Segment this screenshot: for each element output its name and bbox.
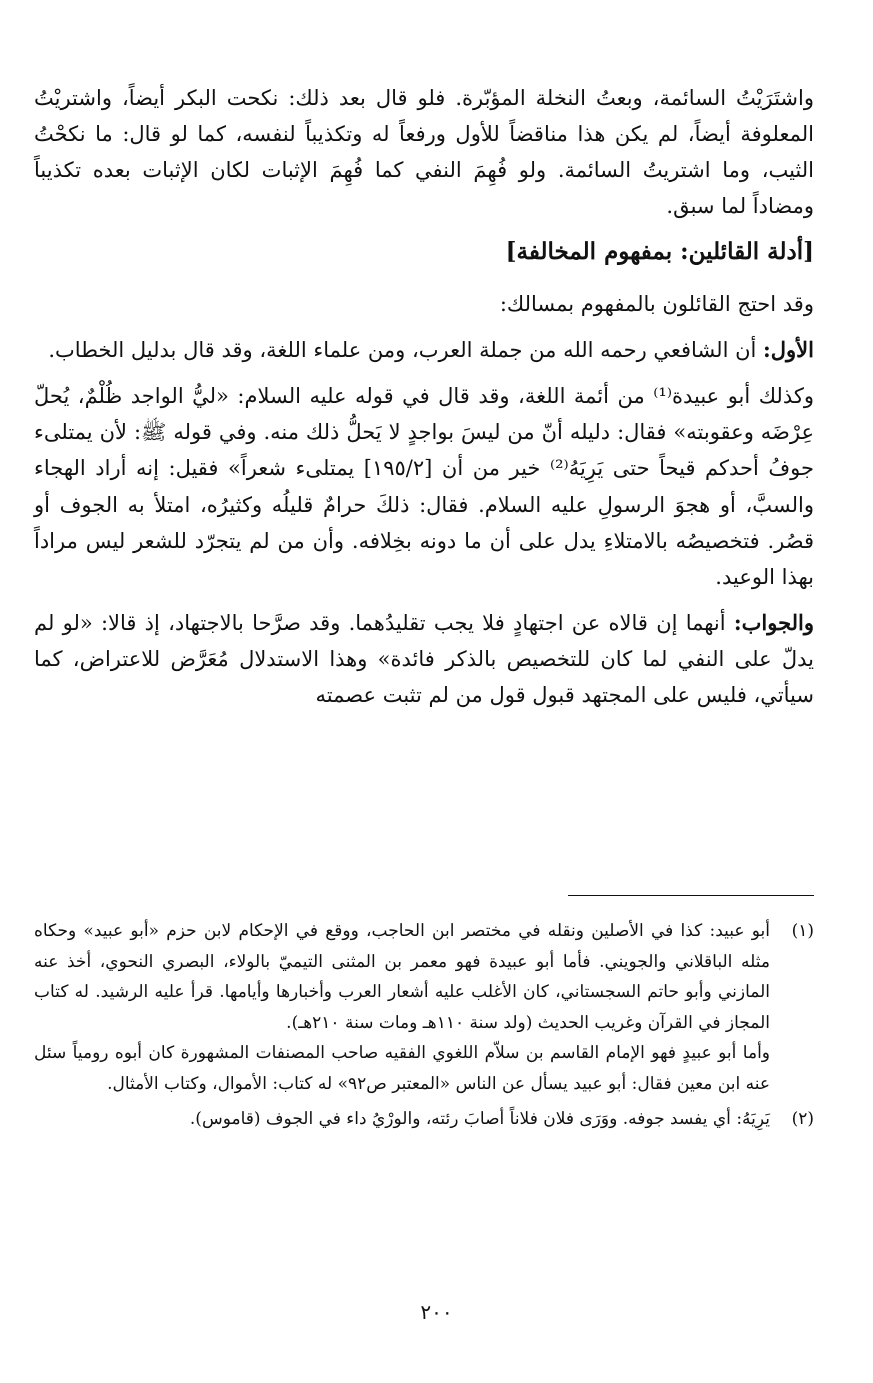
paragraph-lead-first: الأول: [763, 337, 814, 363]
footnote-paragraph: يَرِيَهُ: أي يفسد جوفه. ووَرَى فلان فلاناً أصابَ رئته، والورْيُ داء في الجوف (قاموس). [189, 1108, 770, 1129]
paragraph-continuation: واشتَرَيْتُ السائمة، وبعتُ النخلة المؤبّرة. فلو قال بعد ذلك: نكحت البكر أيضاً، واشتريْتُ المعلوفة أيضاً، لم يكن هذا مناقضاً للأول ورفعاً له وتكذيباً لنفسه، كما لو قال: ما نكحْتُ الثيب، وما اشتريتُ السائمة. ولو فُهِمَ النفي كما فُهِمَ الإثبات لكان الإثبات بعده تكذيباً ومضاداً لما سبق. [34, 86, 814, 219]
main-text [34, 80, 814, 723]
footnotes [34, 916, 814, 1138]
footnote [34, 1104, 814, 1135]
paragraph-lead-answer: والجواب: [733, 609, 814, 635]
footnote-divider [568, 895, 814, 896]
footnote-paragraph: أبو عبيد: كذا في الأصلين ونقله في مختصر ابن الحاجب، ووقع في الإحكام لابن حزم «أبو عبيد» وحكاه مثله الباقلاني والجويني. فأما أبو عبيدة فهو معمر بن المثنى التيميّ بالولاء، البصري النحوي، أخذ عنه المازني وأبو حاتم السجستاني، كان الأغلب عليه أشعار العرب وأخبارها وأيامها. قرأ عليه الرشيد. له كتاب المجاز في القرآن وغريب الحديث (ولد سنة ١١٠هـ ومات سنة ٢١٠هـ). [34, 921, 770, 1033]
footnote-number: (٢) [791, 1108, 814, 1129]
footnote-paragraph: وأما أبو عبيدٍ فهو الإمام القاسم بن سلاّم اللغوي الفقيه صاحب المصنفات المشهورة كان أبوه رومياً سئل عنه ابن معين فقال: أبو عبيد يسأل عن الناس «المعتبر ص٩٢» له كتاب: الأموال، وكتاب الأمثال. [34, 1043, 770, 1094]
paragraph-first-text: أن الشافعي رحمه الله من جملة العرب، ومن علماء اللغة، وقد قال بدليل الخطاب. [48, 338, 764, 363]
footnote-body [34, 916, 770, 1100]
section-heading: [أدلة القائلين: بمفهوم المخالفة] [505, 238, 814, 266]
paragraph-first-argument [34, 332, 814, 368]
footnote-body [34, 1104, 770, 1135]
footnote [34, 916, 814, 1100]
page-number: ٢٠٠ [420, 1300, 453, 1324]
paragraph-answer [34, 605, 814, 713]
paragraph-abu-ubaida: وكذلك أبو عبيدة⁽¹⁾ من أئمة اللغة، وقد قال في قوله عليه السلام: «ليُّ الواجد ظُلْمٌ، يُحلّ عِرْضَه وعقوبته» فقال: دليله أنّ من ليسَ بواجدٍ لا يَحلُّ ذلك منه. وفي قوله ﷺ: لأن يمتلىء جوفُ أحدكم قيحاً حتى يَرِيَهُ⁽²⁾ خير من أن [١٩٥/٢] يمتلىء شعراً» فقيل: إنه أراد الهجاء والسبَّ، أو هجوَ الرسولِ عليه السلام. فقال: ذلكَ حرامٌ قليلُه وكثيرُه، امتلأ به الجوف أو قصُر. فتخصيصُه بالامتلاءِ يدل على أن ما دونه بخِلافه. وأن من لم يتجرّد للشعر ليس مراداً بهذا الوعيد. [34, 384, 814, 589]
footnote-number: (١) [791, 921, 814, 941]
paragraph-answer-text: أنهما إن قالاه عن اجتهادٍ فلا يجب تقليدُهما. وقد صرَّحا بالاجتهاد، إذ قالا: «لو لم يدلّ على النفي لما كان للتخصيص بالذكر فائدة» وهذا الاستدلال مُعَرَّض للاعتراض، كما سيأتي، فليس على المجتهد قبول قول من لم تثبت عصمته [34, 610, 814, 708]
paragraph-intro: وقد احتج القائلون بالمفهوم بمسالك: [499, 291, 814, 316]
